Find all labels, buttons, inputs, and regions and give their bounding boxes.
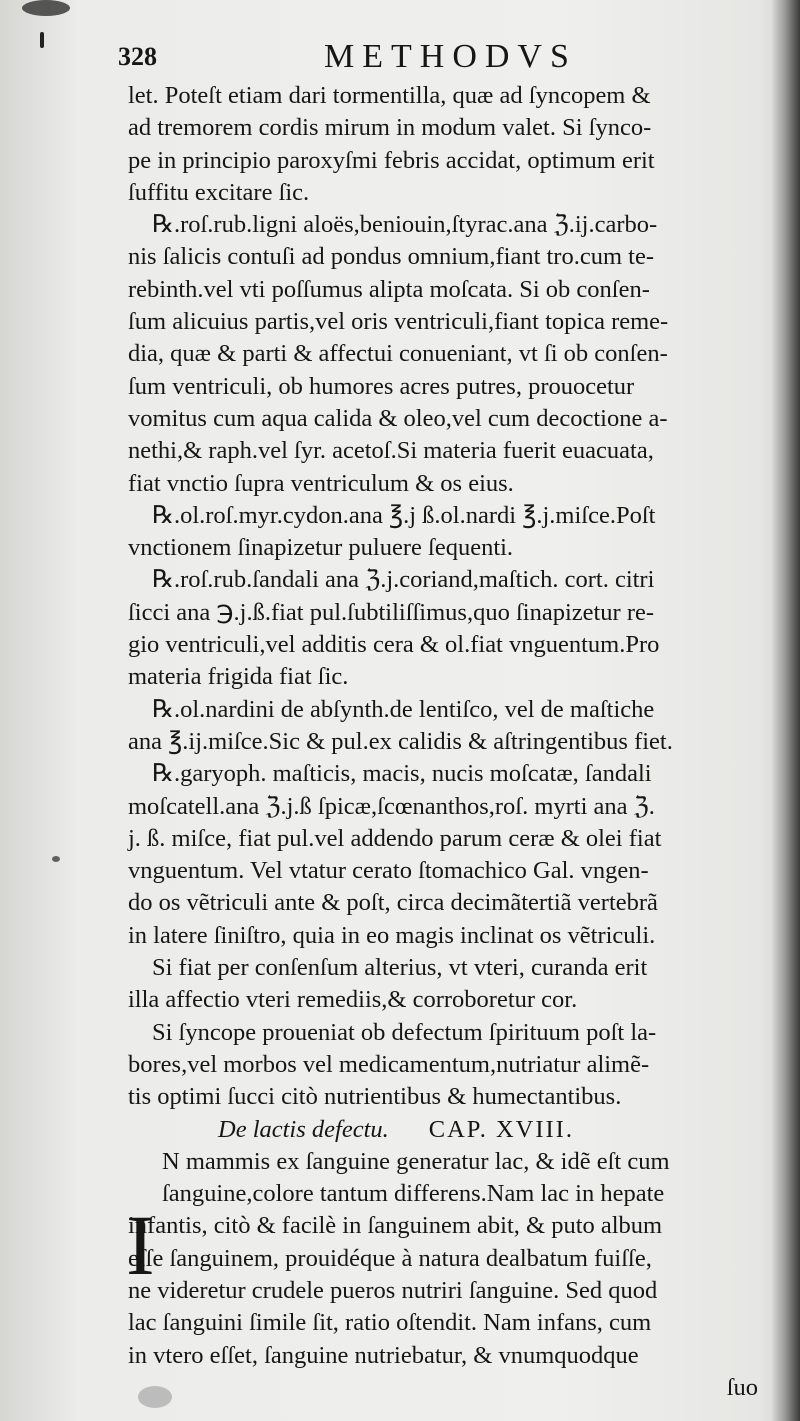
page-header	[118, 38, 768, 78]
text-line: N mammis ex ſanguine generatur lac, & idẽ eſt cum	[162, 1147, 670, 1175]
text-line: in vtero eſſet, ſanguine nutriebatur, & vnumquodque	[128, 1341, 639, 1369]
text-line: Si ſyncope proueniat ob defectum ſpirituum poſt la-	[152, 1018, 657, 1046]
text-line: j. ß. miſce, fiat pul.vel addendo parum ceræ & olei fiat	[128, 824, 662, 852]
ink-blot	[22, 0, 70, 16]
text-line: Si fiat per conſenſum alterius, vt vteri, curanda erit	[152, 954, 648, 982]
text-line: do os vẽtriculi ante & poſt, circa decimãtertiã vertebrã	[128, 889, 658, 917]
text-line: lac ſanguini ſimile ſit, ratio oſtendit. Nam infans, cum	[128, 1309, 652, 1337]
book-spine-shadow	[772, 0, 800, 1421]
chapter-heading	[128, 1114, 768, 1146]
text-line: fiat vnctio ſupra ventriculum & os eius.	[128, 469, 514, 497]
recipe-line: ℞.roſ.rub.ſandali ana ℨ.j.coriand,maſtich. cort. citri	[152, 566, 655, 594]
text-line: dia, quæ & parti & affectui conueniant, vt ſi ob conſen-	[128, 340, 668, 368]
text-line: tis optimi ſucci citò nutrientibus & humectantibus.	[128, 1083, 622, 1111]
recipe-line: ℞.ol.nardini de abſynth.de lentiſco, vel de maſtiche	[152, 695, 655, 723]
recipe-line: ℞.garyoph. maſticis, macis, nucis moſcatæ, ſandali	[152, 760, 652, 788]
page-number: 328	[118, 42, 157, 71]
text-line: ne videretur crudele pueros nutriri ſanguine. Sed quod	[128, 1276, 658, 1304]
running-head: METHODVS	[324, 38, 577, 75]
catchword: ſuo	[726, 1373, 758, 1401]
chapter-number: CAP. XVIII.	[428, 1115, 574, 1143]
text-line: nis ſalicis contuſi ad pondus omnium,fiant tro.cum te-	[128, 243, 654, 271]
text-line: gio ventriculi,vel additis cera & ol.fiat vnguentum.Pro	[128, 631, 660, 659]
recipe-line: ℞.ol.roſ.myr.cydon.ana ℥.j ß.ol.nardi ℥.j.miſce.Poſt	[152, 501, 656, 529]
chapter-title: De lactis defectu.	[218, 1115, 389, 1143]
text-line: materia frigida fiat ſic.	[128, 663, 349, 691]
text-line: vnctionem ſinapizetur puluere ſequenti.	[128, 534, 514, 562]
text-line: infantis, citò & facilè in ſanguinem abit, & puto album	[128, 1212, 663, 1240]
text-line: vnguentum. Vel vtatur cerato ſtomachico Gal. vngen-	[128, 857, 649, 885]
text-line: rebinth.vel vti poſſumus alipta moſcata. Si ob conſen-	[128, 275, 650, 303]
text-line: let. Poteſt etiam dari tormentilla, quæ ad ſyncopem &	[128, 82, 651, 109]
ink-speck	[52, 856, 60, 862]
text-line: ſum ventriculi, ob humores acres putres, prouocetur	[128, 372, 635, 400]
text-line: ſanguine,colore tantum differens.Nam lac in hepate	[162, 1180, 665, 1208]
text-line: pe in principio paroxyſmi febris accidat, optimum erit	[128, 146, 655, 174]
text-line: eſſe ſanguinem, prouidéque à natura dealbatum fuiſſe,	[128, 1244, 652, 1272]
text-line: ſuffitu excitare ſic.	[128, 178, 310, 206]
text-line: ſum alicuius partis,vel oris ventriculi,fiant topica reme-	[128, 308, 669, 336]
text-line: ad tremorem cordis mirum in modum valet. Si ſynco-	[128, 114, 652, 142]
text-line: moſcatell.ana ℨ.j.ß ſpicæ,ſcœnanthos,roſ. myrti ana ℨ.	[128, 792, 655, 820]
text-line: nethi,& raph.vel ſyr. acetoſ.Si materia fuerit euacuata,	[128, 437, 654, 465]
text-line: ana ℥.ij.miſce.Sic & pul.ex calidis & aſtringentibus fiet.	[128, 727, 673, 755]
text-line: vomitus cum aqua calida & oleo,vel cum decoctione a-	[128, 404, 668, 432]
margin-mark	[40, 32, 44, 48]
recipe-line: ℞.roſ.rub.ligni aloës,beniouin,ſtyrac.ana ℨ.ij.carbo-	[152, 211, 658, 239]
text-line: bores,vel morbos vel medicamentum,nutriatur alimẽ-	[128, 1050, 650, 1078]
text-line: in latere ſiniſtro, quia in eo magis inclinat os vẽtriculi.	[128, 921, 656, 949]
body-text	[128, 80, 768, 1404]
text-line: ſicci ana ℈.j.ß.fiat pul.ſubtiliſſimus,quo ſinapizetur re-	[128, 598, 655, 626]
text-line: illa affectio vteri remediis,& corroboretur cor.	[128, 986, 578, 1014]
drop-cap-initial: I	[126, 1197, 155, 1293]
